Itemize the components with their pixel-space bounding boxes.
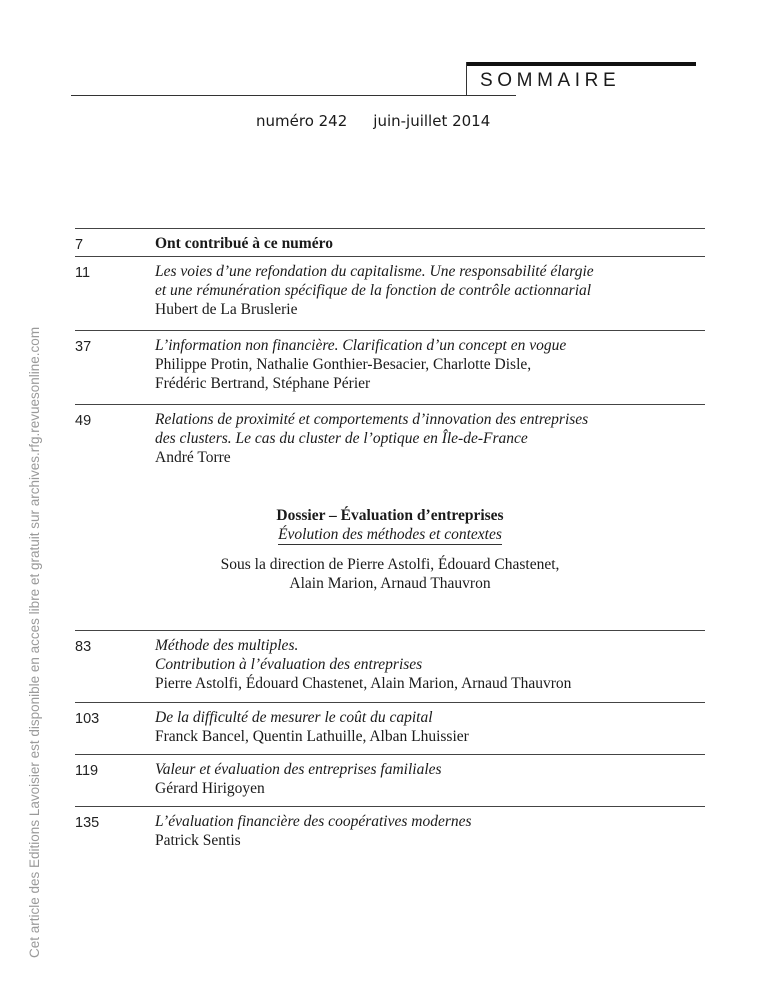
toc-entry[interactable] <box>75 330 705 392</box>
issue-info <box>256 112 490 130</box>
entry-authors: Hubert de La Bruslerie <box>155 301 298 318</box>
entry-title: L’information non financière. Clarification d’un concept en vogue <box>155 337 567 354</box>
toc-entry[interactable] <box>75 702 705 745</box>
entry-title: Relations de proximité et comportements d’innovation des entreprises des clusters. Le cas du cluster de l’optique en Île-de-France <box>155 411 589 447</box>
dossier-heading <box>75 506 705 593</box>
entry-authors: Patrick Sentis <box>155 832 241 849</box>
issue-number: numéro 242 <box>256 112 348 130</box>
dossier-direction: Sous la direction de Pierre Astolfi, Édouard Chastenet, Alain Marion, Arnaud Thauvron <box>220 556 560 592</box>
entry-page: 119 <box>75 763 99 779</box>
toc-entry[interactable] <box>75 806 705 849</box>
entry-title: Ont contribué à ce numéro <box>155 235 333 252</box>
dossier-title: Dossier – Évaluation d’entreprises <box>276 507 504 524</box>
entry-authors: Philippe Protin, Nathalie Gonthier-Besacier, Charlotte Disle, Frédéric Bertrand, Stéphane Périer <box>155 356 532 392</box>
entry-authors: Pierre Astolfi, Édouard Chastenet, Alain Marion, Arnaud Thauvron <box>155 675 572 692</box>
toc-entry[interactable] <box>75 256 705 318</box>
dossier-subtitle: Évolution des méthodes et contextes <box>278 526 502 543</box>
entry-page: 135 <box>75 815 100 831</box>
toc-entry[interactable] <box>75 754 705 797</box>
entry-page: 37 <box>75 339 92 355</box>
entry-rule <box>75 404 705 405</box>
issue-date: juin-juillet 2014 <box>373 112 491 130</box>
toc-entry[interactable] <box>75 630 705 692</box>
header-rule <box>71 95 516 96</box>
entry-page: 49 <box>75 413 92 429</box>
entry-authors: Franck Bancel, Quentin Lathuille, Alban Lhuissier <box>155 728 469 745</box>
toc-entry[interactable] <box>75 404 705 466</box>
entry-page: 83 <box>75 639 92 655</box>
entry-page: 7 <box>75 237 84 253</box>
entry-rule <box>75 630 705 631</box>
entry-rule <box>75 806 705 807</box>
toc-entry[interactable] <box>75 228 705 253</box>
entry-title: Méthode des multiples. Contribution à l’évaluation des entreprises <box>155 637 423 673</box>
entry-authors: André Torre <box>155 449 231 466</box>
entry-rule <box>75 702 705 703</box>
entry-authors: Gérard Hirigoyen <box>155 780 265 797</box>
entry-page: 11 <box>75 265 91 281</box>
page-title: SOMMAIRE <box>480 70 621 91</box>
entry-title: De la difficulté de mesurer le coût du capital <box>155 709 433 726</box>
entry-rule <box>75 256 705 257</box>
entry-rule <box>75 228 705 229</box>
entry-title: L’évaluation financière des coopératives modernes <box>155 813 472 830</box>
entry-title: Les voies d’une refondation du capitalisme. Une responsabilité élargie et une rémunération spécifique de la fonction de contrôle actionnarial <box>155 263 594 299</box>
side-notice: Cet article des Editions Lavoisier est disponible en acces libre et gratuit sur archives.rfg.revuesonline.com <box>27 326 42 958</box>
header-divider <box>466 62 467 96</box>
entry-rule <box>75 754 705 755</box>
entry-page: 103 <box>75 711 100 727</box>
entry-title: Valeur et évaluation des entreprises familiales <box>155 761 442 778</box>
header-thick-rule <box>466 62 696 66</box>
entry-rule <box>75 330 705 331</box>
